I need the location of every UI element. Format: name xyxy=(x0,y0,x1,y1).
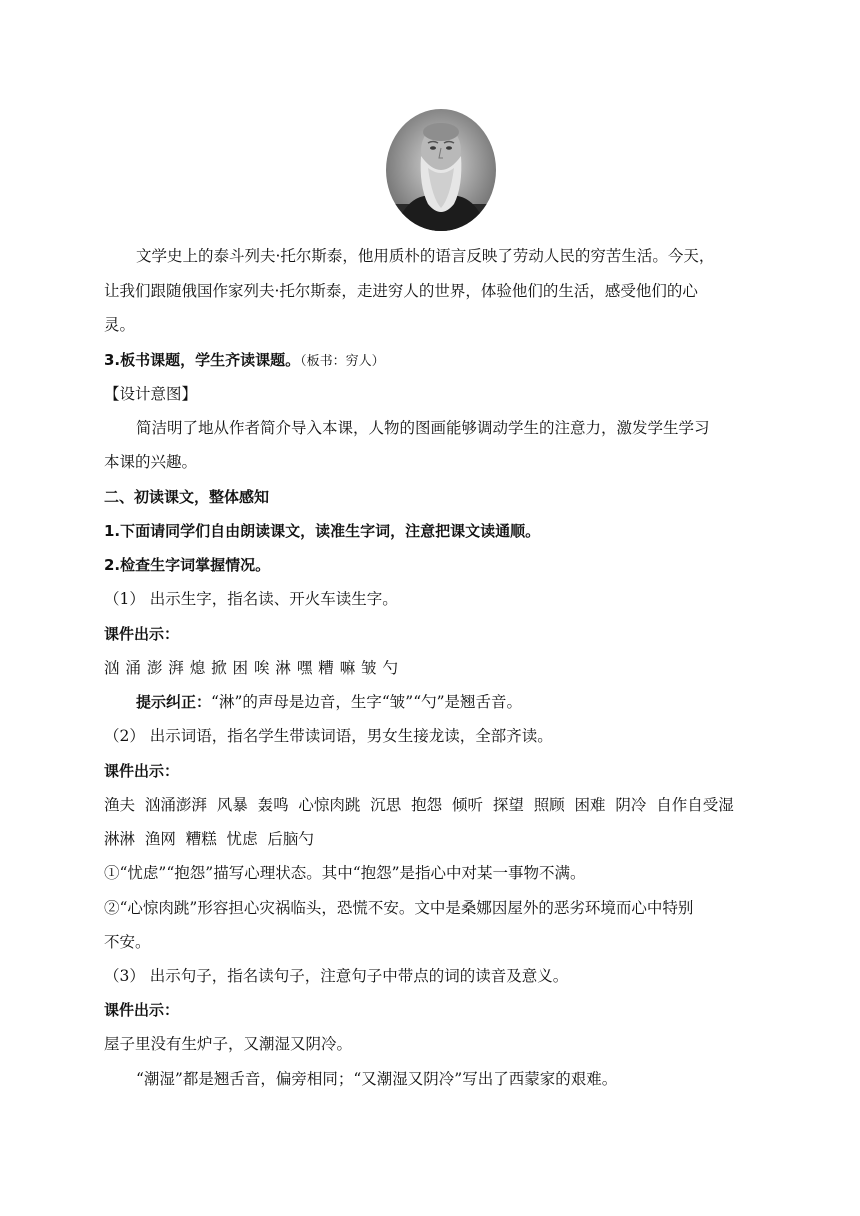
step-3-board-note: （板书：穷人） xyxy=(300,354,385,369)
sub-3-label: （3） xyxy=(104,967,145,985)
sub-3-sentence: 屋子里没有生炉子，又潮湿又阴冷。 xyxy=(104,1035,353,1053)
intro-line-1: 文学史上的泰斗列夫·托尔斯泰，他用质朴的语言反映了劳动人民的穷苦生活。今天， xyxy=(136,247,715,265)
sub-1-courseware-label: 课件出示： xyxy=(104,625,180,643)
sub-2-line xyxy=(104,726,784,746)
author-portrait-image xyxy=(384,108,498,232)
sub-1-tip-text: “淋”的声母是边音，生字“皱”“勺”是翘舌音。 xyxy=(211,693,523,711)
section-2-item-2: 2.检查生字词掌握情况。 xyxy=(104,556,271,574)
sub-3-line xyxy=(104,966,784,986)
sub-2-courseware-label: 课件出示： xyxy=(104,762,180,780)
intro-line-2: 让我们跟随俄国作家列夫·托尔斯泰，走进穷人的世界，体验他们的生活，感受他们的心 xyxy=(104,282,698,300)
step-3-title: 3.板书课题，学生齐读课题。 xyxy=(104,351,301,369)
sub-3-courseware-label: 课件出示： xyxy=(104,1001,180,1019)
sub-2-note-2-line-1: ②“心惊肉跳”形容担心灾祸临头，恐慌不安。文中是桑娜因屋外的恶劣环境而心中特别 xyxy=(104,899,694,917)
design-intent-line-2: 本课的兴趣。 xyxy=(104,453,198,471)
sub-2-word-list-line-2: 淋淋 渔网 糟糕 忧虑 后脑勺 xyxy=(104,830,314,848)
sub-1-line xyxy=(104,589,784,609)
step-3-line xyxy=(104,350,784,372)
sub-3-text: 出示句子，指名读句子，注意句子中带点的词的读音及意义。 xyxy=(144,967,569,985)
sub-2-text: 出示词语，指名学生带读词语，男女生接龙读，全部齐读。 xyxy=(144,727,553,745)
section-2-heading: 二、初读课文，整体感知 xyxy=(104,488,270,506)
sub-1-label: （1） xyxy=(104,590,145,608)
sub-2-note-1: ①“忧虑”“抱怨”描写心理状态。其中“抱怨”是指心中对某一事物不满。 xyxy=(104,864,586,882)
sub-1-tip-label: 提示纠正： xyxy=(136,693,212,711)
sub-2-note-2-line-2: 不安。 xyxy=(104,933,151,951)
sub-2-label: （2） xyxy=(104,727,145,745)
section-2-item-1: 1.下面请同学们自由朗读课文，读准生字词，注意把课文读通顺。 xyxy=(104,522,541,540)
sub-1-tip-line xyxy=(136,692,816,712)
sub-2-word-list-line-1: 渔夫 汹涌澎湃 风暴 轰鸣 心惊肉跳 沉思 抱怨 倾听 探望 照顾 困难 阴冷 自作自受湿 xyxy=(104,796,734,814)
sub-3-explanation: “潮湿”都是翘舌音，偏旁相同；“又潮湿又阴冷”写出了西蒙家的艰难。 xyxy=(136,1070,618,1088)
intro-line-3: 灵。 xyxy=(104,316,136,334)
design-intent-heading: 【设计意图】 xyxy=(104,385,198,403)
design-intent-line-1: 简洁明了地从作者简介导入本课，人物的图画能够调动学生的注意力，激发学生学习 xyxy=(136,419,710,437)
sub-1-character-list: 汹 涌 澎 湃 熄 掀 困 唉 淋 嘿 糟 嘛 皱 勺 xyxy=(104,659,399,677)
sub-1-text: 出示生字，指名读、开火车读生字。 xyxy=(144,590,398,608)
